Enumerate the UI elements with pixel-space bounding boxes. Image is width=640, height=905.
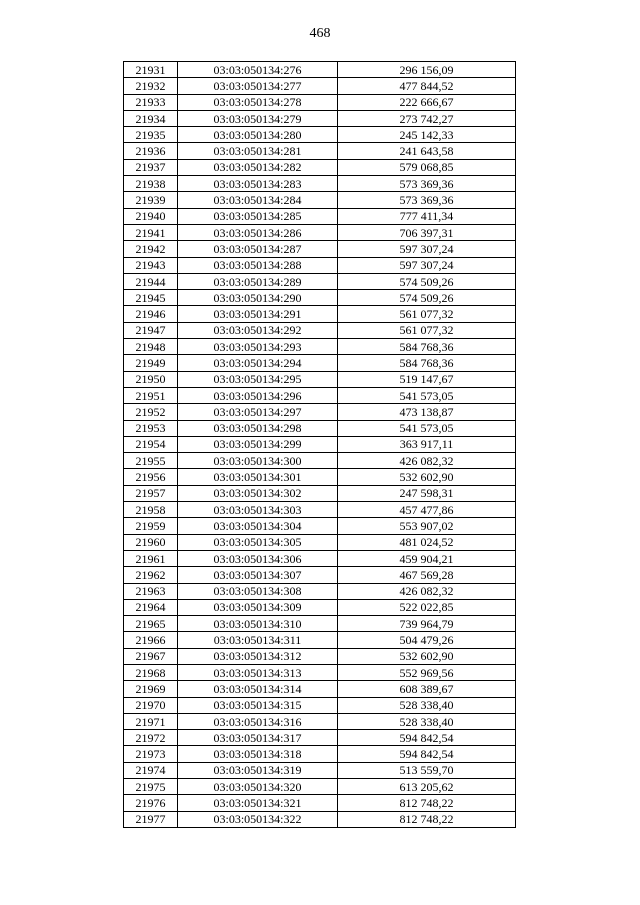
cadastral-number-cell: 03:03:050134:318 xyxy=(178,746,338,762)
table-row xyxy=(124,697,516,713)
table-row xyxy=(124,811,516,827)
cadastral-number-cell: 03:03:050134:310 xyxy=(178,616,338,632)
cadastral-number-cell: 03:03:050134:311 xyxy=(178,632,338,648)
row-number-cell: 21936 xyxy=(124,143,178,159)
cadastral-value-cell: 532 602,90 xyxy=(338,648,516,664)
table-row xyxy=(124,436,516,452)
row-number-cell: 21973 xyxy=(124,746,178,762)
cadastral-number-cell: 03:03:050134:321 xyxy=(178,795,338,811)
cadastral-number-cell: 03:03:050134:277 xyxy=(178,78,338,94)
cadastral-value-cell: 528 338,40 xyxy=(338,697,516,713)
row-number-cell: 21960 xyxy=(124,534,178,550)
cadastral-value-cell: 812 748,22 xyxy=(338,811,516,827)
cadastral-value-cell: 584 768,36 xyxy=(338,355,516,371)
row-number-cell: 21969 xyxy=(124,681,178,697)
row-number-cell: 21950 xyxy=(124,371,178,387)
table-row xyxy=(124,713,516,729)
table-row xyxy=(124,730,516,746)
table-row xyxy=(124,404,516,420)
table-row xyxy=(124,664,516,680)
cadastral-value-cell: 467 569,28 xyxy=(338,567,516,583)
row-number-cell: 21966 xyxy=(124,632,178,648)
cadastral-value-cell: 553 907,02 xyxy=(338,518,516,534)
row-number-cell: 21942 xyxy=(124,241,178,257)
table-row xyxy=(124,795,516,811)
table-row xyxy=(124,502,516,518)
cadastral-value-cell: 597 307,24 xyxy=(338,257,516,273)
cadastral-number-cell: 03:03:050134:291 xyxy=(178,306,338,322)
row-number-cell: 21954 xyxy=(124,436,178,452)
cadastral-value-cell: 522 022,85 xyxy=(338,599,516,615)
cadastral-number-cell: 03:03:050134:299 xyxy=(178,436,338,452)
cadastral-value-cell: 706 397,31 xyxy=(338,224,516,240)
row-number-cell: 21938 xyxy=(124,176,178,192)
cadastral-value-cell: 777 411,34 xyxy=(338,208,516,224)
cadastral-number-cell: 03:03:050134:279 xyxy=(178,110,338,126)
cadastral-value-cell: 513 559,70 xyxy=(338,762,516,778)
row-number-cell: 21956 xyxy=(124,469,178,485)
row-number-cell: 21939 xyxy=(124,192,178,208)
cadastral-number-cell: 03:03:050134:309 xyxy=(178,599,338,615)
cadastral-number-cell: 03:03:050134:322 xyxy=(178,811,338,827)
cadastral-number-cell: 03:03:050134:298 xyxy=(178,420,338,436)
row-number-cell: 21970 xyxy=(124,697,178,713)
row-number-cell: 21968 xyxy=(124,664,178,680)
row-number-cell: 21935 xyxy=(124,127,178,143)
cadastral-number-cell: 03:03:050134:319 xyxy=(178,762,338,778)
row-number-cell: 21965 xyxy=(124,616,178,632)
cadastral-number-cell: 03:03:050134:312 xyxy=(178,648,338,664)
table-row xyxy=(124,224,516,240)
cadastral-number-cell: 03:03:050134:315 xyxy=(178,697,338,713)
table-row xyxy=(124,306,516,322)
cadastral-number-cell: 03:03:050134:302 xyxy=(178,485,338,501)
table-row xyxy=(124,62,516,78)
table-row xyxy=(124,290,516,306)
cadastral-value-cell: 608 389,67 xyxy=(338,681,516,697)
cadastral-number-cell: 03:03:050134:320 xyxy=(178,779,338,795)
cadastral-value-cell: 426 082,32 xyxy=(338,453,516,469)
table-row xyxy=(124,159,516,175)
cadastral-value-cell: 613 205,62 xyxy=(338,779,516,795)
row-number-cell: 21971 xyxy=(124,713,178,729)
table-row xyxy=(124,648,516,664)
table-row xyxy=(124,420,516,436)
cadastral-value-cell: 541 573,05 xyxy=(338,420,516,436)
cadastral-number-cell: 03:03:050134:294 xyxy=(178,355,338,371)
cadastral-number-cell: 03:03:050134:285 xyxy=(178,208,338,224)
table-row xyxy=(124,632,516,648)
table-row xyxy=(124,681,516,697)
table-row xyxy=(124,567,516,583)
cadastral-value-cell: 363 917,11 xyxy=(338,436,516,452)
cadastral-number-cell: 03:03:050134:301 xyxy=(178,469,338,485)
cadastral-number-cell: 03:03:050134:300 xyxy=(178,453,338,469)
cadastral-value-cell: 573 369,36 xyxy=(338,176,516,192)
cadastral-number-cell: 03:03:050134:289 xyxy=(178,273,338,289)
cadastral-value-cell: 247 598,31 xyxy=(338,485,516,501)
row-number-cell: 21963 xyxy=(124,583,178,599)
row-number-cell: 21945 xyxy=(124,290,178,306)
cadastral-value-cell: 426 082,32 xyxy=(338,583,516,599)
table-row xyxy=(124,762,516,778)
cadastral-value-cell: 473 138,87 xyxy=(338,404,516,420)
table-row xyxy=(124,339,516,355)
cadastral-value-cell: 222 666,67 xyxy=(338,94,516,110)
cadastral-number-cell: 03:03:050134:278 xyxy=(178,94,338,110)
row-number-cell: 21962 xyxy=(124,567,178,583)
table-row xyxy=(124,208,516,224)
row-number-cell: 21932 xyxy=(124,78,178,94)
row-number-cell: 21964 xyxy=(124,599,178,615)
table-row xyxy=(124,469,516,485)
cadastral-number-cell: 03:03:050134:281 xyxy=(178,143,338,159)
row-number-cell: 21952 xyxy=(124,404,178,420)
cadastral-number-cell: 03:03:050134:308 xyxy=(178,583,338,599)
cadastral-value-cell: 532 602,90 xyxy=(338,469,516,485)
cadastral-value-cell: 504 479,26 xyxy=(338,632,516,648)
row-number-cell: 21959 xyxy=(124,518,178,534)
cadastral-value-cell: 561 077,32 xyxy=(338,306,516,322)
table-row xyxy=(124,241,516,257)
row-number-cell: 21933 xyxy=(124,94,178,110)
table-row xyxy=(124,616,516,632)
cadastral-number-cell: 03:03:050134:287 xyxy=(178,241,338,257)
row-number-cell: 21977 xyxy=(124,811,178,827)
cadastral-number-cell: 03:03:050134:303 xyxy=(178,502,338,518)
cadastral-value-cell: 574 509,26 xyxy=(338,273,516,289)
row-number-cell: 21975 xyxy=(124,779,178,795)
cadastral-value-cell: 296 156,09 xyxy=(338,62,516,78)
cadastral-value-cell: 573 369,36 xyxy=(338,192,516,208)
table-row xyxy=(124,599,516,615)
table-row xyxy=(124,518,516,534)
cadastral-value-cell: 241 643,58 xyxy=(338,143,516,159)
cadastral-number-cell: 03:03:050134:297 xyxy=(178,404,338,420)
cadastral-number-cell: 03:03:050134:290 xyxy=(178,290,338,306)
cadastral-number-cell: 03:03:050134:284 xyxy=(178,192,338,208)
cadastral-value-cell: 519 147,67 xyxy=(338,371,516,387)
table-row xyxy=(124,273,516,289)
table-row xyxy=(124,176,516,192)
cadastral-value-table xyxy=(123,61,516,828)
table-row xyxy=(124,583,516,599)
table-row xyxy=(124,257,516,273)
cadastral-number-cell: 03:03:050134:276 xyxy=(178,62,338,78)
table-row xyxy=(124,94,516,110)
cadastral-number-cell: 03:03:050134:306 xyxy=(178,550,338,566)
cadastral-number-cell: 03:03:050134:292 xyxy=(178,322,338,338)
row-number-cell: 21967 xyxy=(124,648,178,664)
cadastral-value-cell: 594 842,54 xyxy=(338,746,516,762)
cadastral-number-cell: 03:03:050134:305 xyxy=(178,534,338,550)
cadastral-value-cell: 739 964,79 xyxy=(338,616,516,632)
row-number-cell: 21931 xyxy=(124,62,178,78)
row-number-cell: 21943 xyxy=(124,257,178,273)
cadastral-number-cell: 03:03:050134:295 xyxy=(178,371,338,387)
page-number: 468 xyxy=(309,26,331,41)
cadastral-value-cell: 273 742,27 xyxy=(338,110,516,126)
row-number-cell: 21940 xyxy=(124,208,178,224)
row-number-cell: 21976 xyxy=(124,795,178,811)
table-row xyxy=(124,453,516,469)
row-number-cell: 21944 xyxy=(124,273,178,289)
row-number-cell: 21955 xyxy=(124,453,178,469)
cadastral-value-cell: 459 904,21 xyxy=(338,550,516,566)
cadastral-value-cell: 481 024,52 xyxy=(338,534,516,550)
table-row xyxy=(124,746,516,762)
cadastral-number-cell: 03:03:050134:283 xyxy=(178,176,338,192)
row-number-cell: 21934 xyxy=(124,110,178,126)
table-row xyxy=(124,127,516,143)
cadastral-value-cell: 561 077,32 xyxy=(338,322,516,338)
table-row xyxy=(124,485,516,501)
cadastral-number-cell: 03:03:050134:316 xyxy=(178,713,338,729)
cadastral-number-cell: 03:03:050134:282 xyxy=(178,159,338,175)
table-row xyxy=(124,78,516,94)
cadastral-number-cell: 03:03:050134:314 xyxy=(178,681,338,697)
cadastral-value-cell: 457 477,86 xyxy=(338,502,516,518)
cadastral-value-cell: 594 842,54 xyxy=(338,730,516,746)
cadastral-value-cell: 584 768,36 xyxy=(338,339,516,355)
row-number-cell: 21974 xyxy=(124,762,178,778)
row-number-cell: 21946 xyxy=(124,306,178,322)
table-row xyxy=(124,355,516,371)
table-row xyxy=(124,110,516,126)
row-number-cell: 21972 xyxy=(124,730,178,746)
row-number-cell: 21961 xyxy=(124,550,178,566)
row-number-cell: 21958 xyxy=(124,502,178,518)
row-number-cell: 21957 xyxy=(124,485,178,501)
row-number-cell: 21951 xyxy=(124,387,178,403)
cadastral-number-cell: 03:03:050134:288 xyxy=(178,257,338,273)
table-row xyxy=(124,143,516,159)
cadastral-number-cell: 03:03:050134:286 xyxy=(178,224,338,240)
table-row xyxy=(124,371,516,387)
cadastral-number-cell: 03:03:050134:317 xyxy=(178,730,338,746)
cadastral-number-cell: 03:03:050134:296 xyxy=(178,387,338,403)
cadastral-number-cell: 03:03:050134:313 xyxy=(178,664,338,680)
cadastral-value-cell: 541 573,05 xyxy=(338,387,516,403)
table-row xyxy=(124,550,516,566)
cadastral-value-cell: 245 142,33 xyxy=(338,127,516,143)
cadastral-value-cell: 579 068,85 xyxy=(338,159,516,175)
table-row xyxy=(124,534,516,550)
table-row xyxy=(124,192,516,208)
cadastral-value-cell: 812 748,22 xyxy=(338,795,516,811)
cadastral-number-cell: 03:03:050134:280 xyxy=(178,127,338,143)
table-body xyxy=(124,62,516,828)
row-number-cell: 21947 xyxy=(124,322,178,338)
row-number-cell: 21949 xyxy=(124,355,178,371)
row-number-cell: 21948 xyxy=(124,339,178,355)
row-number-cell: 21937 xyxy=(124,159,178,175)
cadastral-value-cell: 528 338,40 xyxy=(338,713,516,729)
row-number-cell: 21953 xyxy=(124,420,178,436)
cadastral-value-cell: 552 969,56 xyxy=(338,664,516,680)
cadastral-value-cell: 477 844,52 xyxy=(338,78,516,94)
table-row xyxy=(124,322,516,338)
table-row xyxy=(124,779,516,795)
cadastral-number-cell: 03:03:050134:293 xyxy=(178,339,338,355)
row-number-cell: 21941 xyxy=(124,224,178,240)
cadastral-value-cell: 597 307,24 xyxy=(338,241,516,257)
cadastral-value-cell: 574 509,26 xyxy=(338,290,516,306)
cadastral-number-cell: 03:03:050134:304 xyxy=(178,518,338,534)
cadastral-number-cell: 03:03:050134:307 xyxy=(178,567,338,583)
table-row xyxy=(124,387,516,403)
